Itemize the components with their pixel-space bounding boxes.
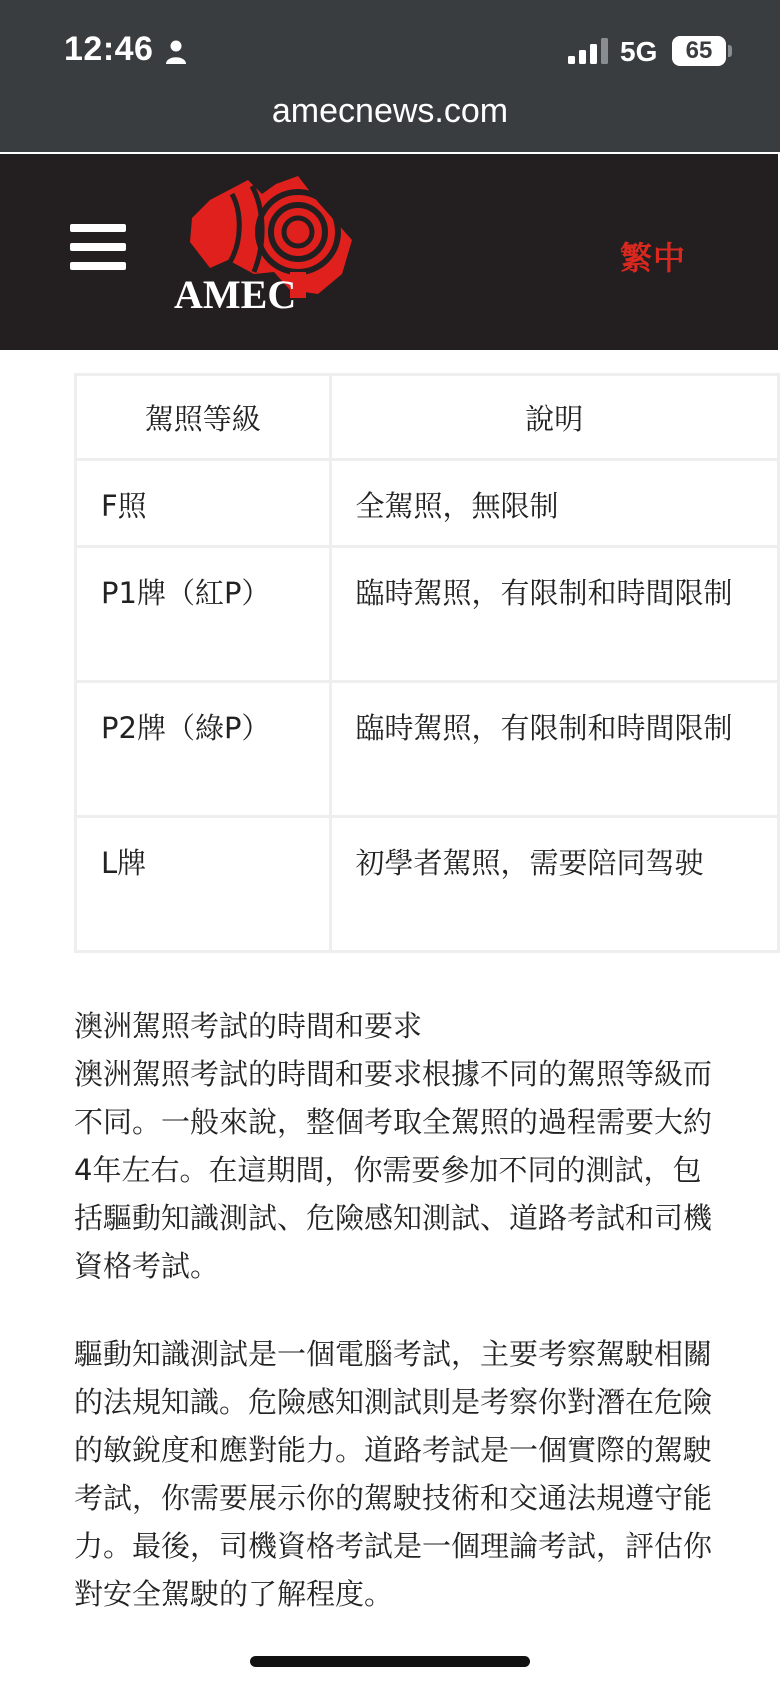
cell-desc: 初學者駕照，需要陪同驾驶: [330, 817, 779, 952]
home-indicator[interactable]: [250, 1656, 530, 1667]
cell-desc: 臨時駕照，有限制和時間限制: [330, 547, 779, 682]
cell-level: P1牌（紅P）: [76, 547, 331, 682]
article-subheading: 澳洲駕照考試的時間和要求: [74, 1009, 423, 1043]
article-paragraph: 澳洲駕照考試的時間和要求根據不同的駕照等級而不同。一般來說，整個考取全駕照的過程需要大約4年左右。在這期間，你需要參加不同的測試，包括驅動知識測試、危險感知測試、道路考試和司機資格考試。: [74, 1057, 713, 1283]
person-icon: [165, 40, 187, 64]
cell-level: P2牌（綠P）: [76, 682, 331, 817]
signal-icon: [568, 38, 610, 64]
cell-desc: 臨時駕照，有限制和時間限制: [330, 682, 779, 817]
header-desc: 說明: [330, 375, 779, 460]
cell-desc: 全駕照，無限制: [330, 460, 779, 547]
table-row: [76, 817, 779, 952]
cell-level: L牌: [76, 817, 331, 952]
status-time: 12:46: [64, 30, 154, 68]
cell-level: F照: [76, 460, 331, 547]
battery-nub: [728, 45, 732, 57]
network-type: 5G: [620, 36, 658, 67]
license-table: [74, 373, 780, 953]
logo-text: AMEC: [174, 272, 297, 317]
header-level: 駕照等級: [76, 375, 331, 460]
address-bar-url[interactable]: amecnews.com: [271, 92, 509, 130]
amec-logo[interactable]: [170, 172, 360, 322]
table-row: [76, 460, 779, 547]
article-paragraph: 驅動知識測試是一個電腦考試，主要考察駕駛相關的法規知識。危險感知測試則是考察你對潛在危險的敏銳度和應對能力。道路考試是一個實際的駕駛考試，你需要展示你的駕駛技術和交通法規遵守能力。最後，司機資格考試是一個理論考試，評估你對安全駕駛的了解程度。: [74, 1337, 713, 1611]
battery-icon: 65: [672, 36, 726, 66]
table-row: [76, 682, 779, 817]
menu-icon[interactable]: [70, 224, 126, 270]
language-switch[interactable]: 繁中: [620, 239, 687, 277]
status-bar: [0, 0, 780, 152]
table-header-row: [76, 375, 779, 460]
table-row: [76, 547, 779, 682]
